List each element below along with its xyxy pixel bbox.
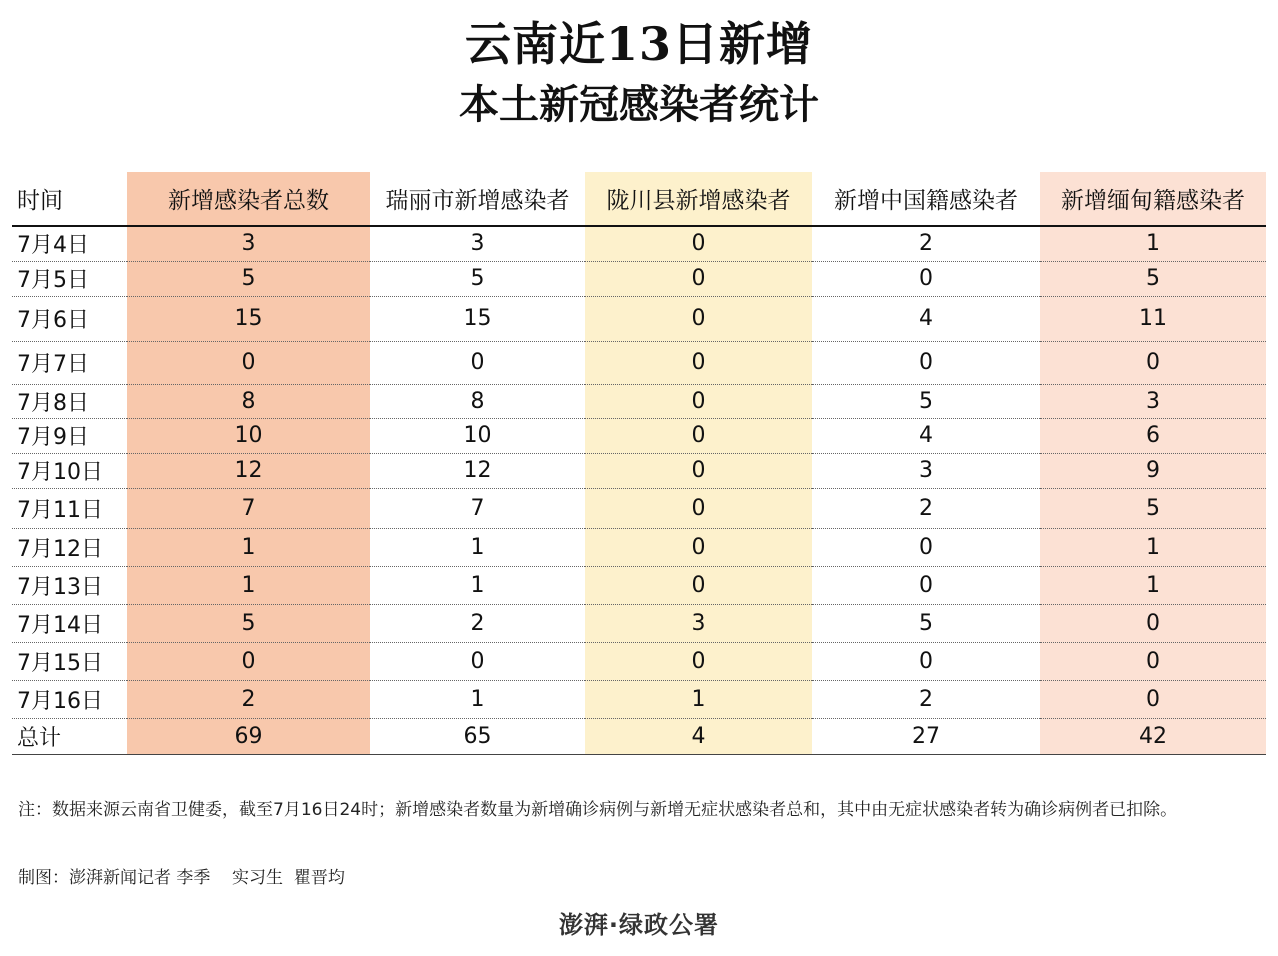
row-label: 7月7日 [12, 341, 127, 384]
table-cell: 1 [370, 528, 585, 566]
data-source-note: 注：数据来源云南省卫健委，截至7月16日24时；新增感染者数量为新增确诊病例与新增无症状感染者总和，其中由无症状感染者转为确诊病例者已扣除。 [18, 800, 1178, 820]
table-cell: 5 [812, 384, 1040, 418]
row-label: 7月14日 [12, 604, 127, 642]
table-cell: 69 [127, 718, 370, 754]
table-cell: 0 [585, 642, 812, 680]
table-row [12, 642, 1266, 680]
table-row [12, 488, 1266, 528]
table-row [12, 604, 1266, 642]
table-cell: 0 [812, 261, 1040, 296]
table-row [12, 680, 1266, 718]
table-cell: 0 [585, 566, 812, 604]
table-cell: 7 [370, 488, 585, 528]
table-cell: 0 [1040, 604, 1266, 642]
column-header: 瑞丽市新增感染者 [370, 172, 585, 226]
table-row [12, 261, 1266, 296]
table-cell: 0 [127, 341, 370, 384]
table-row [12, 341, 1266, 384]
table-cell: 15 [127, 296, 370, 341]
stats-table-wrap [12, 172, 1266, 755]
table-cell: 0 [812, 341, 1040, 384]
table-cell: 3 [585, 604, 812, 642]
table-cell: 1 [1040, 566, 1266, 604]
table-cell: 2 [127, 680, 370, 718]
table-cell: 9 [1040, 453, 1266, 488]
table-cell: 3 [127, 226, 370, 261]
table-header-row [12, 172, 1266, 226]
table-cell: 0 [585, 384, 812, 418]
table-cell: 0 [585, 226, 812, 261]
table-cell: 0 [370, 341, 585, 384]
table-cell: 0 [1040, 341, 1266, 384]
table-cell: 1 [370, 566, 585, 604]
table-cell: 2 [812, 680, 1040, 718]
table-cell: 0 [812, 528, 1040, 566]
row-label: 7月11日 [12, 488, 127, 528]
column-header: 新增缅甸籍感染者 [1040, 172, 1266, 226]
stats-table [12, 172, 1266, 755]
table-row [12, 384, 1266, 418]
row-label: 总计 [12, 718, 127, 754]
table-cell: 0 [812, 642, 1040, 680]
table-cell: 0 [585, 528, 812, 566]
table-cell: 5 [812, 604, 1040, 642]
row-label: 7月15日 [12, 642, 127, 680]
table-row [12, 566, 1266, 604]
column-header: 新增感染者总数 [127, 172, 370, 226]
table-cell: 0 [585, 418, 812, 453]
table-cell: 0 [585, 341, 812, 384]
table-cell: 1 [585, 680, 812, 718]
table-cell: 5 [1040, 261, 1266, 296]
table-cell: 5 [1040, 488, 1266, 528]
table-cell: 65 [370, 718, 585, 754]
title-line-1: 云南近13日新增 [464, 17, 813, 71]
table-cell: 27 [812, 718, 1040, 754]
table-cell: 0 [585, 296, 812, 341]
table-cell: 4 [812, 296, 1040, 341]
table-cell: 0 [812, 566, 1040, 604]
table-cell: 8 [370, 384, 585, 418]
table-cell: 12 [127, 453, 370, 488]
table-cell: 1 [127, 566, 370, 604]
total-row [12, 718, 1266, 754]
table-cell: 10 [370, 418, 585, 453]
table-cell: 10 [127, 418, 370, 453]
row-label: 7月16日 [12, 680, 127, 718]
table-cell: 0 [1040, 642, 1266, 680]
title-line-2: 本土新冠感染者统计 [459, 82, 819, 128]
table-cell: 3 [370, 226, 585, 261]
table-cell: 7 [127, 488, 370, 528]
row-label: 7月5日 [12, 261, 127, 296]
table-cell: 11 [1040, 296, 1266, 341]
table-cell: 0 [585, 261, 812, 296]
table-cell: 4 [585, 718, 812, 754]
table-cell: 2 [812, 226, 1040, 261]
table-cell: 8 [127, 384, 370, 418]
table-cell: 15 [370, 296, 585, 341]
table-cell: 5 [370, 261, 585, 296]
credit-line: 制图：澎湃新闻记者 李季 实习生 瞿晋均 [18, 868, 345, 888]
column-header: 陇川县新增感染者 [585, 172, 812, 226]
table-cell: 0 [585, 453, 812, 488]
table-cell: 1 [1040, 528, 1266, 566]
table-cell: 1 [127, 528, 370, 566]
table-cell: 0 [1040, 680, 1266, 718]
table-cell: 3 [1040, 384, 1266, 418]
table-row [12, 226, 1266, 261]
row-label: 7月6日 [12, 296, 127, 341]
table-row [12, 453, 1266, 488]
table-cell: 0 [127, 642, 370, 680]
table-cell: 2 [812, 488, 1040, 528]
table-row [12, 296, 1266, 341]
table-row [12, 528, 1266, 566]
table-cell: 2 [370, 604, 585, 642]
table-cell: 0 [370, 642, 585, 680]
column-header: 时间 [12, 172, 127, 226]
table-body [12, 226, 1266, 754]
row-label: 7月9日 [12, 418, 127, 453]
table-cell: 4 [812, 418, 1040, 453]
row-label: 7月4日 [12, 226, 127, 261]
title-block [0, 14, 1278, 132]
table-cell: 1 [370, 680, 585, 718]
column-header: 新增中国籍感染者 [812, 172, 1040, 226]
row-label: 7月8日 [12, 384, 127, 418]
table-cell: 6 [1040, 418, 1266, 453]
table-cell: 3 [812, 453, 1040, 488]
row-label: 7月13日 [12, 566, 127, 604]
table-cell: 42 [1040, 718, 1266, 754]
table-cell: 5 [127, 261, 370, 296]
publisher-logo: 澎湃·绿政公署 [558, 911, 720, 939]
table-cell: 0 [585, 488, 812, 528]
row-label: 7月10日 [12, 453, 127, 488]
table-cell: 12 [370, 453, 585, 488]
table-row [12, 418, 1266, 453]
row-label: 7月12日 [12, 528, 127, 566]
table-cell: 1 [1040, 226, 1266, 261]
table-cell: 5 [127, 604, 370, 642]
